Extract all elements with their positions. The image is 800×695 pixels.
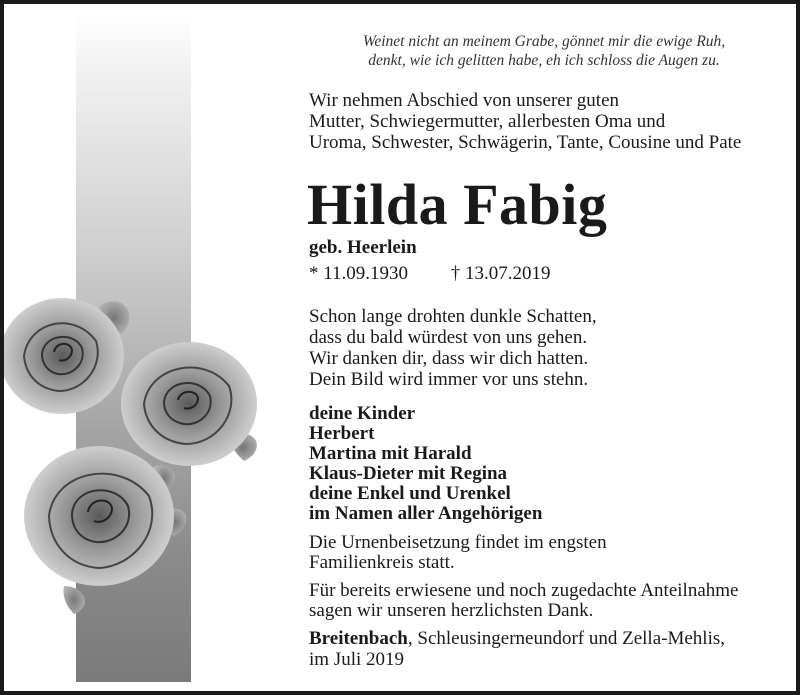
thanks-note	[309, 581, 738, 621]
notice-date: im Juli 2019	[309, 649, 405, 670]
mourner-line: Martina mit Harald	[309, 443, 472, 464]
intro-line: Mutter, Schwiegermutter, allerbesten Oma und	[309, 111, 666, 132]
birth-date: * 11.09.1930	[309, 263, 409, 284]
roses-image	[4, 286, 274, 616]
farewell-intro	[309, 90, 779, 153]
mourner-line: Klaus-Dieter mit Regina	[309, 463, 508, 484]
thanks-line: Für bereits erwiesene und noch zugedachte Anteilnahme	[309, 580, 739, 601]
burial-line: Familienkreis statt.	[309, 552, 455, 573]
life-dates	[309, 263, 551, 285]
place-others: , Schleusingerneundorf und Zella-Mehlis,	[407, 628, 725, 649]
quote-line: denkt, wie ich gelitten habe, eh ich schloss die Augen zu.	[368, 52, 720, 69]
burial-note	[309, 533, 607, 573]
thanks-line: sagen wir unseren herzlichsten Dank.	[309, 600, 594, 621]
quote-line: Weinet nicht an meinem Grabe, gönnet mir die ewige Ruh,	[362, 33, 726, 50]
mourner-line: Herbert	[309, 423, 375, 444]
intro-line: Uroma, Schwester, Schwägerin, Tante, Cousine und Pate	[309, 132, 742, 153]
poem-line: Dein Bild wird immer vor uns stehn.	[309, 369, 589, 390]
poem-line: Schon lange drohten dunkle Schatten,	[309, 306, 597, 327]
poem	[309, 306, 597, 390]
memorial-quote	[309, 32, 779, 70]
mourner-line: deine Kinder	[309, 403, 416, 424]
burial-line: Die Urnenbeisetzung findet im engsten	[309, 532, 607, 553]
mourner-line: im Namen aller Angehörigen	[309, 503, 543, 524]
deceased-name: Hilda Fabig	[307, 172, 608, 237]
places-line	[309, 628, 725, 649]
maiden-name: geb. Heerlein	[309, 237, 417, 258]
place-primary: Breitenbach	[309, 628, 408, 649]
mourners-list	[309, 404, 542, 524]
place-and-date	[309, 628, 725, 670]
mourner-line: deine Enkel und Urenkel	[309, 483, 511, 504]
death-date: † 13.07.2019	[450, 263, 551, 284]
poem-line: dass du bald würdest von uns gehen.	[309, 327, 588, 348]
poem-line: Wir danken dir, dass wir dich hatten.	[309, 348, 589, 369]
intro-line: Wir nehmen Abschied von unserer guten	[309, 90, 620, 111]
